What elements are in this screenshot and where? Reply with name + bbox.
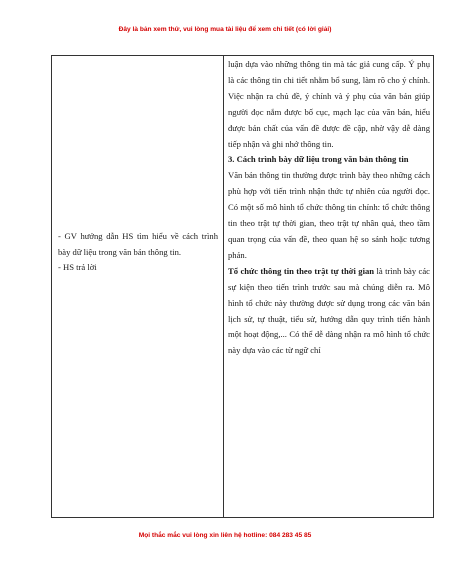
teacher-activity-cell (58, 229, 218, 276)
preview-notice-banner: Đây là bản xem thử, vui lòng mua tài liệu để xem chi tiết (có lời giải) (118, 26, 332, 33)
lesson-table (51, 55, 434, 518)
chronological-term: Tổ chức thông tin theo trật tự thời gian (228, 265, 375, 276)
student-response: - HS trả lời (58, 262, 97, 272)
main-idea-paragraph: luận dựa vào những thông tin mà tác giả cung cấp. Ý phụ là các thông tin chi tiết nhằm bổ sung, làm rõ cho ý chính. Việc nhận ra chủ đề, ý chính và ý phụ của văn bản giúp người đọc nắm được bố cục, mạch lạc của văn bản, hiểu được bản chất của vấn đề được đề cập, nhờ vậy dễ dàng tiếp nhận và ghi nhớ thông tin. (228, 59, 430, 149)
column-divider (223, 56, 224, 517)
teacher-instruction: - GV hướng dẫn HS tìm hiểu về cách trình bày dữ liệu trong văn bản thông tin. (58, 231, 218, 257)
section-heading: 3. Cách trình bày dữ liệu trong văn bản thông tin (228, 154, 409, 165)
presentation-paragraph: Văn bản thông tin thường được trình bày theo những cách phù hợp với tiến trình nhận thức tự nhiên của người đọc. Có một số mô hình tổ chức thông tin chính: tổ chức thông tin theo trật tự thời gian, theo trật tự nhân quả, theo tầm quan trọng của vấn đề, theo quan hệ so sánh hoặc tương phản. (228, 170, 430, 260)
chronological-paragraph (228, 264, 430, 359)
content-cell (228, 57, 430, 359)
hotline-notice-banner: Mọi thắc mắc vui lòng xin liên hệ hotline: 084 283 45 85 (138, 532, 312, 539)
chronological-explanation: là trình bày các sự kiện theo tiến trình trước sau mà chúng diễn ra. Mô hình tổ chức này thường được sử dụng trong các văn bản lịch sử, tự thuật, tiểu sử, hướng dẫn quy trình tiến hành một hoạt động,... Có thể dễ dàng nhận ra mô hình tổ chức này dựa vào các từ ngữ chỉ (228, 265, 430, 356)
